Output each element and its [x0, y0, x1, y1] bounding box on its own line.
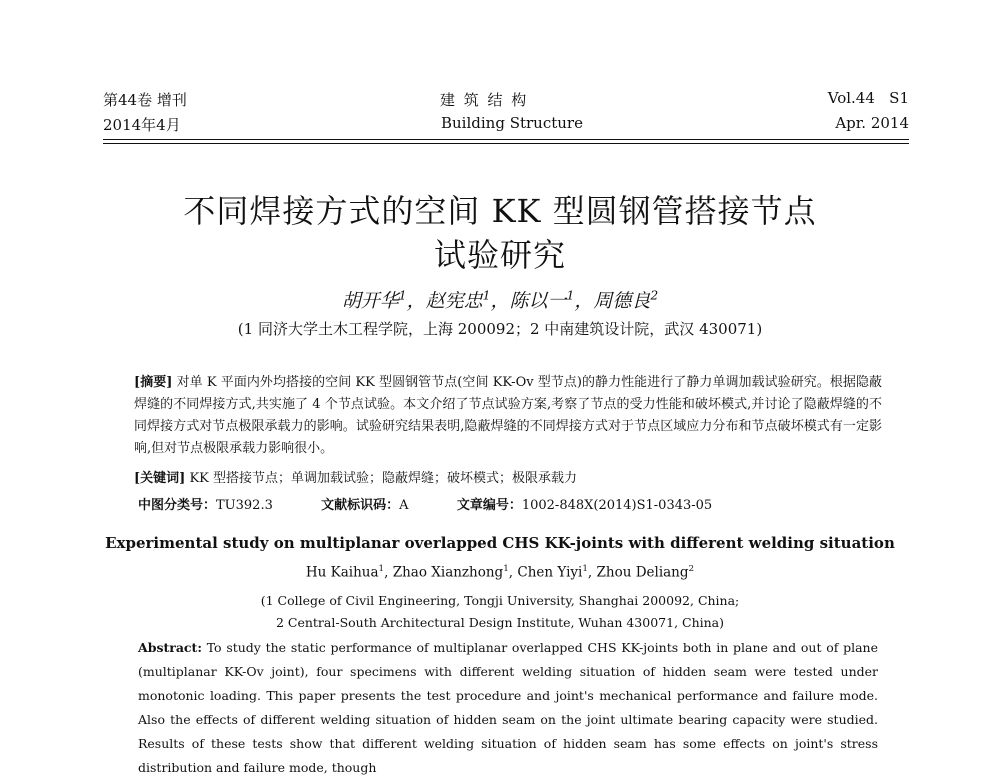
author-cn-name: 赵宪忠: [425, 290, 483, 312]
author-cn-separator: ，: [406, 290, 426, 312]
keywords-cn-text: KK 型搭接节点；单调加载试验；隐蔽焊缝；破坏模式；极限承载力: [189, 471, 578, 486]
author-en-name: Chen Yiyi: [517, 564, 583, 581]
abstract-en-label: Abstract:: [138, 640, 202, 655]
header-rule-double: [103, 143, 909, 144]
author-cn-affiliation-mark: 1: [566, 288, 575, 303]
doc-code-value: A: [399, 498, 409, 513]
author-en-name: Zhou Deliang: [596, 564, 689, 581]
header-rule: [103, 139, 909, 140]
author-en-separator: ,: [587, 564, 597, 581]
author-cn-affiliation-mark: 1: [398, 288, 407, 303]
author-cn-separator: ，: [574, 290, 594, 312]
author-en-name: Zhao Xianzhong: [392, 564, 504, 581]
author-cn-name: 周德良: [593, 290, 651, 312]
author-en-separator: ,: [508, 564, 518, 581]
keywords-cn-label: [关键词]: [134, 471, 186, 486]
abstract-en: [138, 636, 878, 780]
authors-en: [0, 564, 1000, 581]
volume-en: Vol.44 S1: [827, 89, 909, 107]
author-en-affiliation-mark: 1: [582, 564, 588, 574]
abstract-cn-label: [摘要]: [134, 375, 173, 390]
author-en-name: Hu Kaihua: [305, 564, 379, 581]
date-en: Apr. 2014: [835, 114, 909, 132]
affiliation-en-line1: (1 College of Civil Engineering, Tongji University, Shanghai 200092, China;: [260, 593, 740, 608]
author-en-affiliation-mark: 1: [378, 564, 385, 574]
article-number-label: 文章编号：: [456, 498, 522, 513]
author-cn-affiliation-mark: 2: [650, 288, 659, 303]
journal-volume-issue: 第44卷 增刊: [103, 91, 187, 109]
author-cn-separator: ，: [490, 290, 510, 312]
doc-code-label: 文献标识码：: [321, 498, 400, 513]
clc-value: TU392.3: [216, 498, 273, 513]
journal-name-en: Building Structure: [441, 114, 583, 132]
author-cn-name: 胡开华: [341, 290, 399, 312]
affiliation-en-line2: 2 Central-South Architectural Design Institute, Wuhan 430071, China): [275, 615, 725, 630]
author-cn-affiliation-mark: 1: [482, 288, 491, 303]
author-en-affiliation-mark: 2: [688, 564, 695, 574]
title-cn-line1: 不同焊接方式的空间 KK 型圆钢管搭接节点: [183, 192, 817, 230]
title-cn-line2: 试验研究: [433, 236, 566, 274]
authors-cn: [0, 286, 1000, 313]
affiliation-cn: (1 同济大学土木工程学院，上海 200092；2 中南建筑设计院，武汉 430071): [237, 320, 763, 338]
journal-date: 2014年4月: [103, 116, 181, 134]
author-en-separator: ,: [384, 564, 393, 581]
clc-label: 中图分类号：: [138, 498, 217, 513]
abstract-cn-text: 对单 K 平面内外均搭接的空间 KK 型圆钢管节点(空间 KK-Ov 型节点)的静力性能进行了静力单调加载试验研究。根据隐蔽焊缝的不同焊接方式,共实施了 4 个节点试验。本文介绍了节点试验方案,考察了节点的受力性能和破坏模式,并讨论了隐蔽焊缝的不同焊接方式对节点极限承载力的影响。试验研究结果表明,隐蔽焊缝的不同焊接方式对于节点区域应力分布和节点破坏模式有一定影响,但对节点极限承载力影响很小。: [134, 375, 882, 456]
title-en: Experimental study on multiplanar overlapped CHS KK-joints with different welding situation: [105, 534, 895, 552]
keywords-cn: [134, 468, 882, 490]
journal-name-cn: 建 筑 结 构: [440, 91, 529, 109]
author-cn-name: 陈以一: [509, 290, 567, 312]
article-number-value: 1002-848X(2014)S1-0343-05: [521, 498, 713, 513]
abstract-en-text: To study the static performance of multiplanar overlapped CHS KK-joints both in plane and out of plane (multiplanar KK-Ov joint), four specimens with different welding situation of hidden seam were tested under monotonic loading. This paper presents the test procedure and joint's mechanical performance and failure mode. Also the effects of different welding situation of hidden seam on the joint ultimate bearing capacity were studied. Results of these tests show that different welding situation of hidden seam has some effects on joint's stress distribution and failure mode, though: [138, 640, 878, 775]
classification-line: [138, 494, 712, 513]
author-en-affiliation-mark: 1: [503, 564, 509, 574]
abstract-cn: [134, 372, 882, 460]
